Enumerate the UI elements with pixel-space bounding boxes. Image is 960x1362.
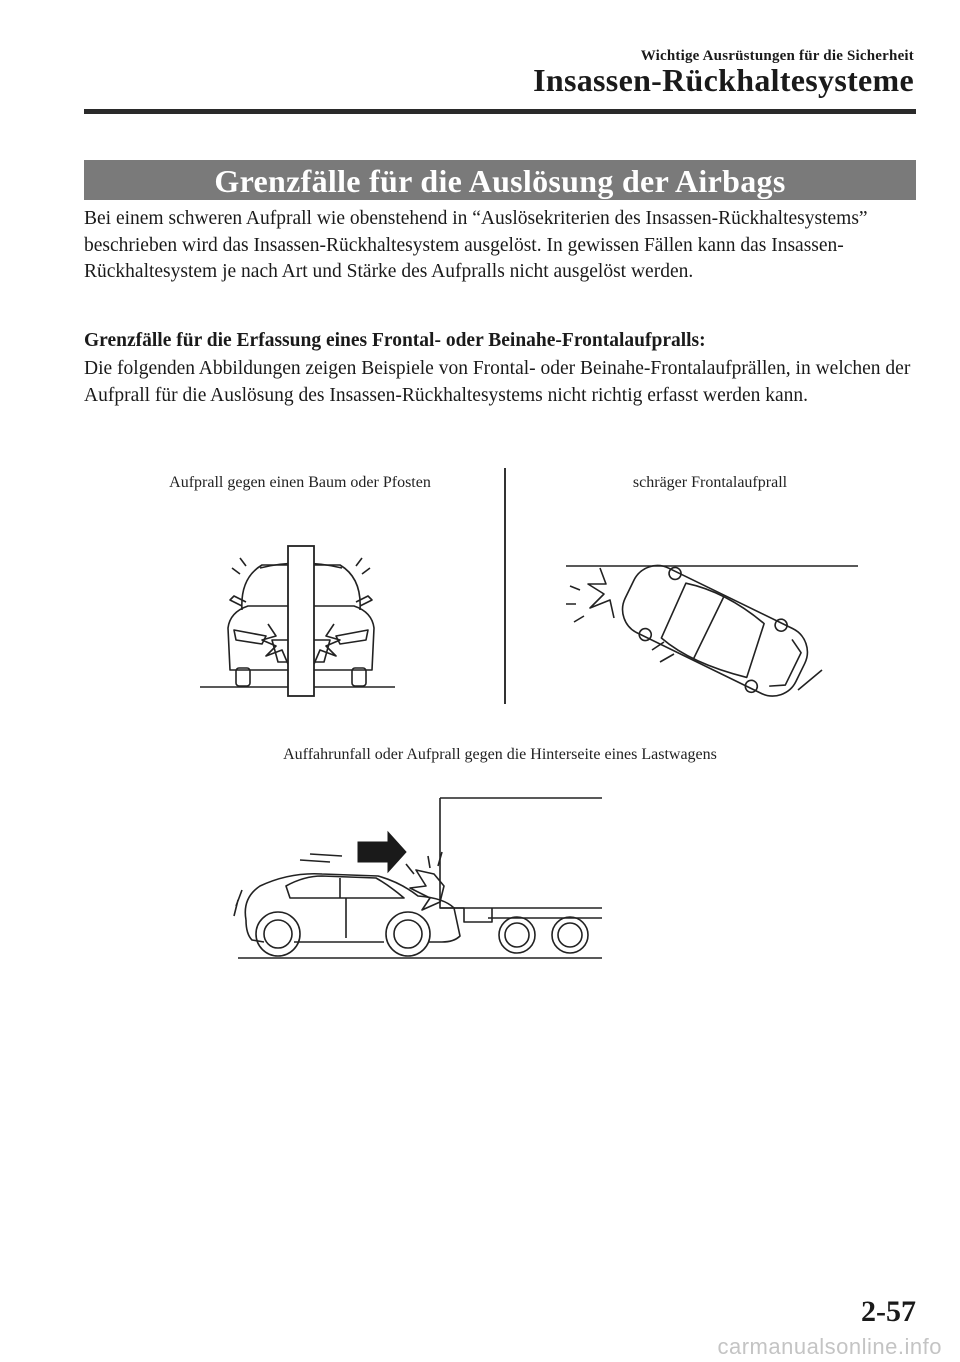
- tree-impact-illustration: [200, 540, 400, 700]
- figure-divider: [504, 468, 506, 704]
- watermark: carmanualsonline.info: [717, 1334, 942, 1359]
- header-divider: [84, 109, 916, 114]
- rear-impact-caption: Auffahrunfall oder Aufprall gegen die Hinterseite eines Lastwagens: [283, 746, 717, 763]
- page-number: 2-57: [861, 1295, 916, 1328]
- body-paragraph: Die folgenden Abbildungen zeigen Beispiele von Frontal- oder Beinahe-Frontalaufprällen, in welchen der Aufprall für die Auslösung des Insassen-Rückhaltesystems nicht richtig erfasst werden kann.: [84, 358, 911, 406]
- truck-impact-illustration: [230, 790, 610, 970]
- intro-paragraph: Bei einem schweren Aufprall wie obenstehend in “Auslösekriterien des Insassen-Rückhaltesystems” beschrieben wird das Insassen-Rückhaltesystem ausgelöst. In gewissen Fällen kann das Insassen-Rückhaltesystem je nach Art und Stärke des Aufpralls nicht ausgelöst werden.: [84, 208, 868, 282]
- oblique-impact-illustration: [560, 550, 860, 700]
- oblique-impact-caption: schräger Frontalaufprall: [632, 474, 788, 491]
- page-title: Insassen-Rückhaltesysteme: [533, 62, 914, 98]
- chapter-title: Wichtige Ausrüstungen für die Sicherheit: [640, 48, 914, 64]
- tree-impact-caption: Aufprall gegen einen Baum oder Pfosten: [169, 474, 431, 491]
- section-title: Grenzfälle für die Auslösung der Airbags: [84, 160, 916, 200]
- subheading: Grenzfälle für die Erfassung eines Frontal- oder Beinahe-Frontalaufpralls:: [84, 330, 706, 351]
